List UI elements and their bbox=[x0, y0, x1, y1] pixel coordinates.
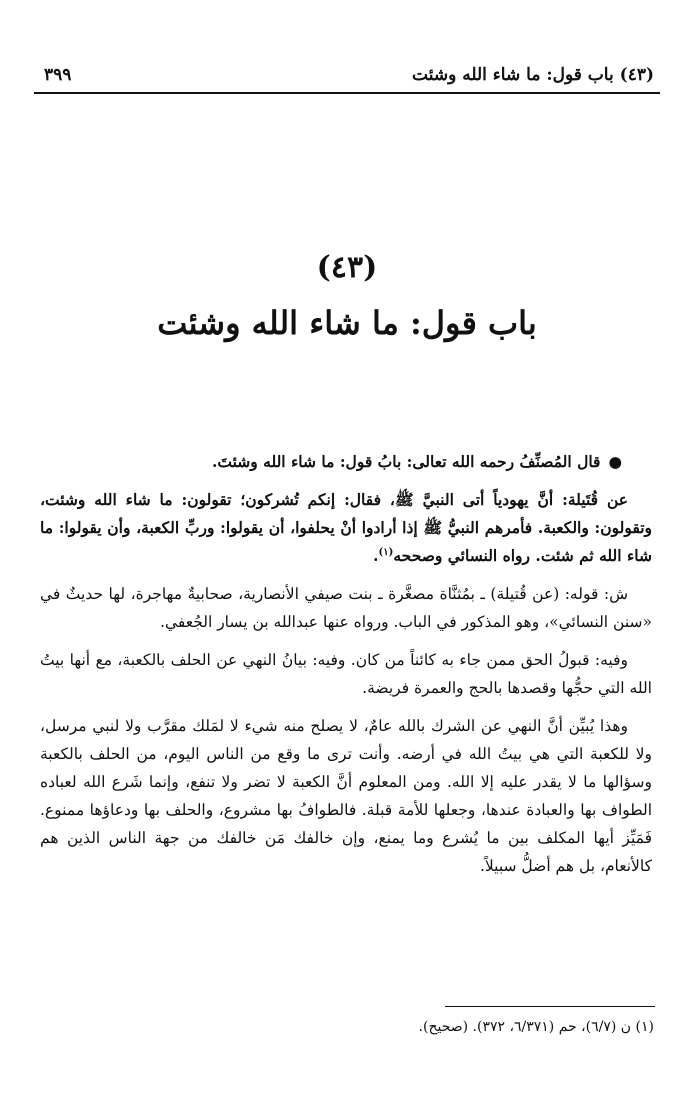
footnote-marker: (١) bbox=[378, 546, 394, 558]
footnote: (١) ن (٦/٧)، حم (٦/٣٧١، ٣٧٢). (صحيح). bbox=[418, 1019, 654, 1035]
commentary-paragraph-2: وفيه: قبولُ الحق ممن جاء به كائناً من كان. وفيه: بيانُ النهي عن الحلف بالكعبة، مع أنها بيتُ الله التي حجُّها وقصدها بالحج والعمرة فريضة. bbox=[40, 651, 652, 697]
header-divider bbox=[34, 92, 660, 94]
footnote-divider bbox=[445, 1006, 655, 1007]
hadith-body: عن قُتَيلة: أنَّ يهودياً أتى النبيَّ ﷺ، فقال: إنكم تُشركون؛ تقولون: ما شاء الله وشئت، وتقولون: والكعبة. فأمرهم النبيُّ ﷺ إذا أرادوا أنْ يحلفوا، أن يقولوا: وربِّ الكعبة، وأن يقولوا: ما شاء الله ثم شئت. رواه النسائي وصححه bbox=[40, 490, 652, 565]
author-intro bbox=[40, 448, 652, 476]
bullet-icon: ● bbox=[608, 452, 622, 471]
commentary-paragraph-1: ش: قوله: (عن قُتيلة) ـ بمُثنَّاة مصغَّرة ـ بنت صيفي الأنصارية، صحابيةٌ مهاجرة، لها حديثٌ في «سنن النسائي»، وهو المذكور في الباب. ورواه عنها عبدالله بن يسار الجُعفي. bbox=[40, 585, 652, 631]
hadith-text: عن قُتَيلة: أنَّ يهودياً أتى النبيَّ ﷺ، فقال: إنكم تُشركون؛ تقولون: ما شاء الله وشئت، وتقولون: والكعبة. فأمرهم النبيُّ ﷺ إذا أرادوا أنْ يحلفوا، أن يقولوا: وربِّ الكعبة، وأن يقولوا: ما شاء الله ثم شئت. رواه النسائي وصححه$^{(١)}$. bbox=[40, 490, 652, 565]
page-number: ٣٩٩ bbox=[44, 65, 72, 85]
running-title: (٤٣) باب قول: ما شاء الله وشئت bbox=[412, 65, 654, 85]
running-header bbox=[40, 62, 654, 90]
commentary-paragraph-3: وهذا يُبيِّن أنَّ النهي عن الشرك بالله عامٌ، لا يصلح منه شيء لا لمَلك مقرَّب ولا لنبي مرسل، ولا للكعبة التي هي بيتُ الله في أرضه. وأنت ترى ما وقع من الناس اليوم، من الحلف بالكعبة وسؤالها ما لا يقدر عليه إلا الله. ومن المعلوم أنَّ الكعبة لا تضر ولا تنفع، وإنما شَرع الله لعباده الطواف بها والعبادة عندها، وجعلها للأمة قبلة. فالطوافُ بها مشروع، والحلف بها ودعاؤها ممنوع. فَمَيِّز أيها المكلف بين ما يُشرع وما يمنع، وإن خالفك مَن خالفك من جهة الناس الذين هم كالأنعام، بل هم أضلُّ سبيلاً. bbox=[40, 717, 652, 875]
chapter-number: (٤٣) bbox=[316, 250, 378, 285]
main-text bbox=[40, 448, 652, 890]
intro-text: قال المُصنِّفُ رحمه الله تعالى: بابُ قول: ما شاء الله وشئتَ. bbox=[211, 452, 601, 471]
chapter-title: باب قول: ما شاء الله وشئت bbox=[157, 304, 537, 342]
